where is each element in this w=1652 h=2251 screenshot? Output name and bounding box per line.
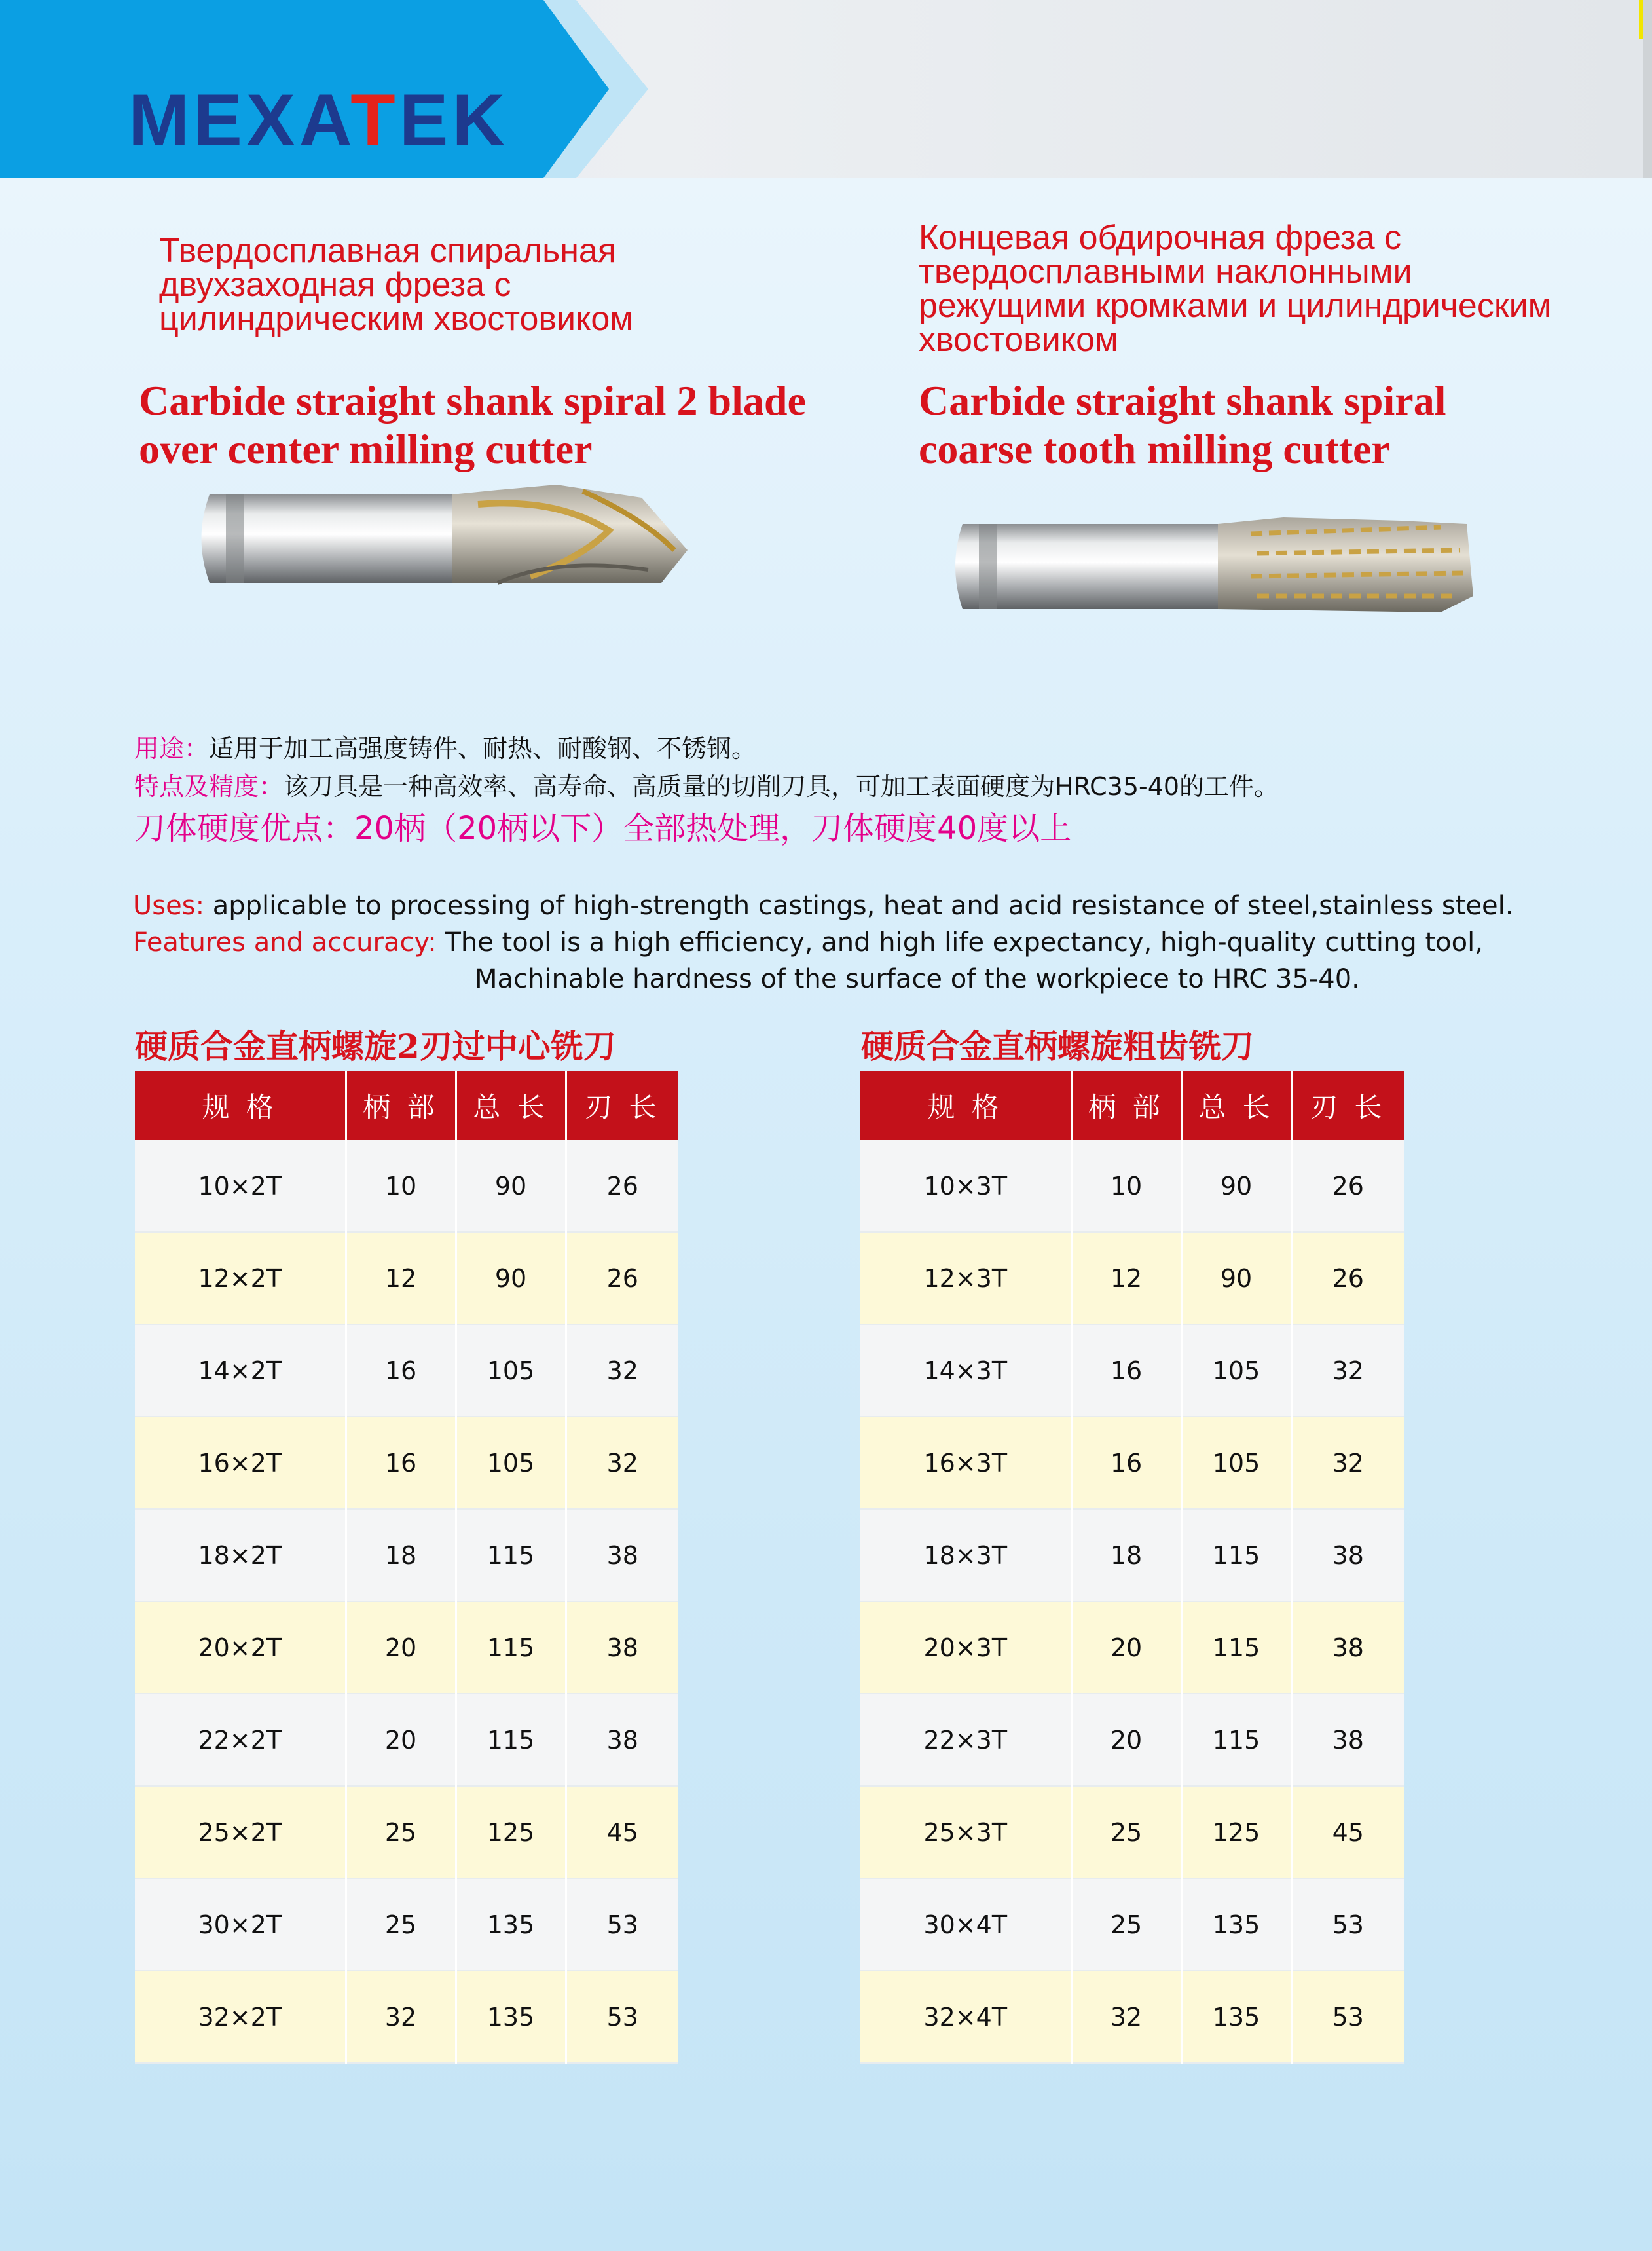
cell-flute-length: 38	[1291, 1509, 1404, 1601]
table-row	[860, 1694, 1404, 1786]
header-shank: 柄 部	[1071, 1071, 1181, 1140]
cell-total-length: 115	[1181, 1694, 1291, 1786]
header-spec: 规 格	[860, 1071, 1071, 1140]
cell-shank: 18	[346, 1509, 456, 1601]
product-1-title-en	[139, 377, 806, 474]
table-row	[860, 1601, 1404, 1694]
cell-total-length: 125	[456, 1786, 566, 1878]
table-row	[860, 1971, 1404, 2063]
cn-hardness-note: 刀体硬度优点：20柄（20柄以下）全部热处理，刀体硬度40度以上	[134, 810, 1072, 847]
en-features-label: Features and accuracy:	[133, 927, 437, 958]
cell-spec: 16×3T	[860, 1417, 1071, 1509]
cell-spec: 10×3T	[860, 1140, 1071, 1232]
table-row	[135, 1971, 678, 2063]
table-row	[135, 1417, 678, 1509]
cell-spec: 20×2T	[135, 1601, 346, 1694]
cell-spec: 16×2T	[135, 1417, 346, 1509]
title-ru-line: твердосплавными наклонными	[919, 253, 1412, 291]
title-ru-line: Твердосплавная спиральная	[159, 232, 616, 270]
cell-total-length: 135	[456, 1878, 566, 1971]
cell-total-length: 90	[456, 1140, 566, 1232]
cell-shank: 18	[1071, 1509, 1181, 1601]
cell-flute-length: 26	[566, 1232, 678, 1324]
cell-flute-length: 38	[566, 1509, 678, 1601]
cell-shank: 12	[346, 1232, 456, 1324]
product-1-title-ru	[159, 234, 633, 336]
cell-total-length: 105	[1181, 1417, 1291, 1509]
cell-total-length: 105	[1181, 1324, 1291, 1417]
table-row	[860, 1417, 1404, 1509]
cn-uses	[134, 728, 756, 764]
cell-shank: 25	[346, 1786, 456, 1878]
title-ru-line: цилиндрическим хвостовиком	[159, 300, 634, 338]
cell-spec: 14×2T	[135, 1324, 346, 1417]
cell-flute-length: 32	[1291, 1324, 1404, 1417]
en-uses-label: Uses:	[133, 891, 205, 921]
cell-spec: 25×2T	[135, 1786, 346, 1878]
table-row	[860, 1509, 1404, 1601]
table-1-title: 硬质合金直柄螺旋2刃过中心铣刀	[135, 1027, 616, 1066]
cell-spec: 18×3T	[860, 1509, 1071, 1601]
en-uses-text: applicable to processing of high-strength castings, heat and acid resistance of steel,stainless steel.	[212, 891, 1514, 921]
cell-spec: 12×3T	[860, 1232, 1071, 1324]
cell-total-length: 115	[456, 1694, 566, 1786]
en-uses	[133, 891, 1513, 921]
table-row	[860, 1140, 1404, 1232]
cell-flute-length: 32	[566, 1417, 678, 1509]
cell-total-length: 90	[456, 1232, 566, 1324]
cell-flute-length: 53	[1291, 1878, 1404, 1971]
table-2-title: 硬质合金直柄螺旋粗齿铣刀	[861, 1027, 1254, 1066]
roughing-end-mill-image	[943, 504, 1480, 625]
end-mill-2-flute-image	[190, 478, 727, 606]
cell-flute-length: 38	[1291, 1694, 1404, 1786]
table-row	[135, 1324, 678, 1417]
cell-shank: 10	[346, 1140, 456, 1232]
brand-logo	[128, 79, 509, 161]
cell-total-length: 135	[456, 1971, 566, 2063]
logo-text-accent: T	[350, 79, 399, 161]
cell-total-length: 105	[456, 1417, 566, 1509]
title-en-line: Carbide straight shank spiral 2 blade	[139, 377, 806, 424]
cell-flute-length: 45	[1291, 1786, 1404, 1878]
cell-shank: 20	[346, 1601, 456, 1694]
cell-flute-length: 26	[566, 1140, 678, 1232]
cell-shank: 20	[1071, 1694, 1181, 1786]
cn-uses-label: 用途：	[134, 734, 210, 763]
cell-spec: 32×4T	[860, 1971, 1071, 2063]
logo-text-pre: MEXA	[128, 79, 351, 161]
header-accent-line	[1639, 0, 1643, 39]
cell-flute-length: 38	[566, 1694, 678, 1786]
cell-shank: 32	[346, 1971, 456, 2063]
cell-spec: 25×3T	[860, 1786, 1071, 1878]
cell-total-length: 90	[1181, 1140, 1291, 1232]
cell-spec: 32×2T	[135, 1971, 346, 2063]
cell-flute-length: 53	[566, 1971, 678, 2063]
cell-total-length: 135	[1181, 1878, 1291, 1971]
cell-spec: 22×2T	[135, 1694, 346, 1786]
cell-shank: 16	[1071, 1417, 1181, 1509]
table-row	[860, 1232, 1404, 1324]
cell-spec: 18×2T	[135, 1509, 346, 1601]
header-total-length: 总 长	[456, 1071, 566, 1140]
cell-shank: 16	[346, 1324, 456, 1417]
title-en-line: over center milling cutter	[139, 426, 593, 472]
cell-flute-length: 53	[1291, 1971, 1404, 2063]
header-edge	[1643, 0, 1652, 178]
cn-uses-text: 适用于加工高强度铸件、耐热、耐酸钢、不锈钢。	[209, 734, 757, 763]
header-shank: 柄 部	[346, 1071, 456, 1140]
cell-flute-length: 32	[1291, 1417, 1404, 1509]
en-features-text-2: Machinable hardness of the surface of the workpiece to HRC 35-40.	[475, 964, 1360, 994]
header-spec: 规 格	[135, 1071, 346, 1140]
cell-shank: 16	[346, 1417, 456, 1509]
table-row	[860, 1324, 1404, 1417]
cell-shank: 20	[1071, 1601, 1181, 1694]
cell-spec: 30×4T	[860, 1878, 1071, 1971]
title-ru-line: хвостовиком	[919, 321, 1118, 359]
table-header-row	[860, 1071, 1404, 1140]
cell-flute-length: 32	[566, 1324, 678, 1417]
cell-total-length: 115	[456, 1601, 566, 1694]
table-row	[135, 1509, 678, 1601]
title-en-line: coarse tooth milling cutter	[919, 426, 1390, 472]
title-ru-line: двухзаходная фреза с	[159, 266, 511, 304]
cell-flute-length: 53	[566, 1878, 678, 1971]
table-row	[860, 1878, 1404, 1971]
spec-table-roughing	[860, 1071, 1404, 2064]
table-row	[135, 1601, 678, 1694]
cell-shank: 10	[1071, 1140, 1181, 1232]
cell-flute-length: 38	[1291, 1601, 1404, 1694]
product-2-title-ru	[919, 221, 1551, 357]
title-ru-line: режущими кромками и цилиндрическим	[919, 287, 1552, 325]
cell-total-length: 125	[1181, 1786, 1291, 1878]
en-features-text-1: The tool is a high efficiency, and high life expectancy, high-quality cutting tool,	[445, 927, 1483, 958]
cn-features-label: 特点及精度：	[134, 772, 284, 801]
cell-shank: 25	[1071, 1786, 1181, 1878]
en-features	[133, 927, 1483, 958]
cell-spec: 30×2T	[135, 1878, 346, 1971]
logo-text-post: EK	[399, 79, 509, 161]
cell-shank: 12	[1071, 1232, 1181, 1324]
cell-shank: 25	[346, 1878, 456, 1971]
header-flute-length: 刃 长	[1291, 1071, 1404, 1140]
cell-flute-length: 26	[1291, 1140, 1404, 1232]
product-2-title-en	[919, 377, 1446, 474]
cell-flute-length: 45	[566, 1786, 678, 1878]
cell-spec: 14×3T	[860, 1324, 1071, 1417]
title-en-line: Carbide straight shank spiral	[919, 377, 1446, 424]
cell-spec: 12×2T	[135, 1232, 346, 1324]
cell-total-length: 90	[1181, 1232, 1291, 1324]
cell-shank: 25	[1071, 1878, 1181, 1971]
header-total-length: 总 长	[1181, 1071, 1291, 1140]
cell-spec: 20×3T	[860, 1601, 1071, 1694]
table-row	[860, 1786, 1404, 1878]
cell-shank: 32	[1071, 1971, 1181, 2063]
cell-spec: 10×2T	[135, 1140, 346, 1232]
spec-table-2-flute	[135, 1071, 678, 2064]
table-row	[135, 1878, 678, 1971]
table-row	[135, 1140, 678, 1232]
cell-shank: 20	[346, 1694, 456, 1786]
table-row	[135, 1694, 678, 1786]
cell-shank: 16	[1071, 1324, 1181, 1417]
cell-spec: 22×3T	[860, 1694, 1071, 1786]
cn-features-text: 该刀具是一种高效率、高寿命、高质量的切削刀具，可加工表面硬度为HRC35-40的工件。	[284, 772, 1279, 801]
cell-total-length: 115	[1181, 1509, 1291, 1601]
table-header-row	[135, 1071, 678, 1140]
cell-total-length: 105	[456, 1324, 566, 1417]
cell-total-length: 115	[456, 1509, 566, 1601]
table-row	[135, 1786, 678, 1878]
title-ru-line: Концевая обдирочная фреза с	[919, 219, 1402, 257]
cell-flute-length: 26	[1291, 1232, 1404, 1324]
cell-total-length: 135	[1181, 1971, 1291, 2063]
cell-total-length: 115	[1181, 1601, 1291, 1694]
cell-flute-length: 38	[566, 1601, 678, 1694]
table-row	[135, 1232, 678, 1324]
cn-features	[134, 766, 1279, 802]
header-flute-length: 刃 长	[566, 1071, 678, 1140]
